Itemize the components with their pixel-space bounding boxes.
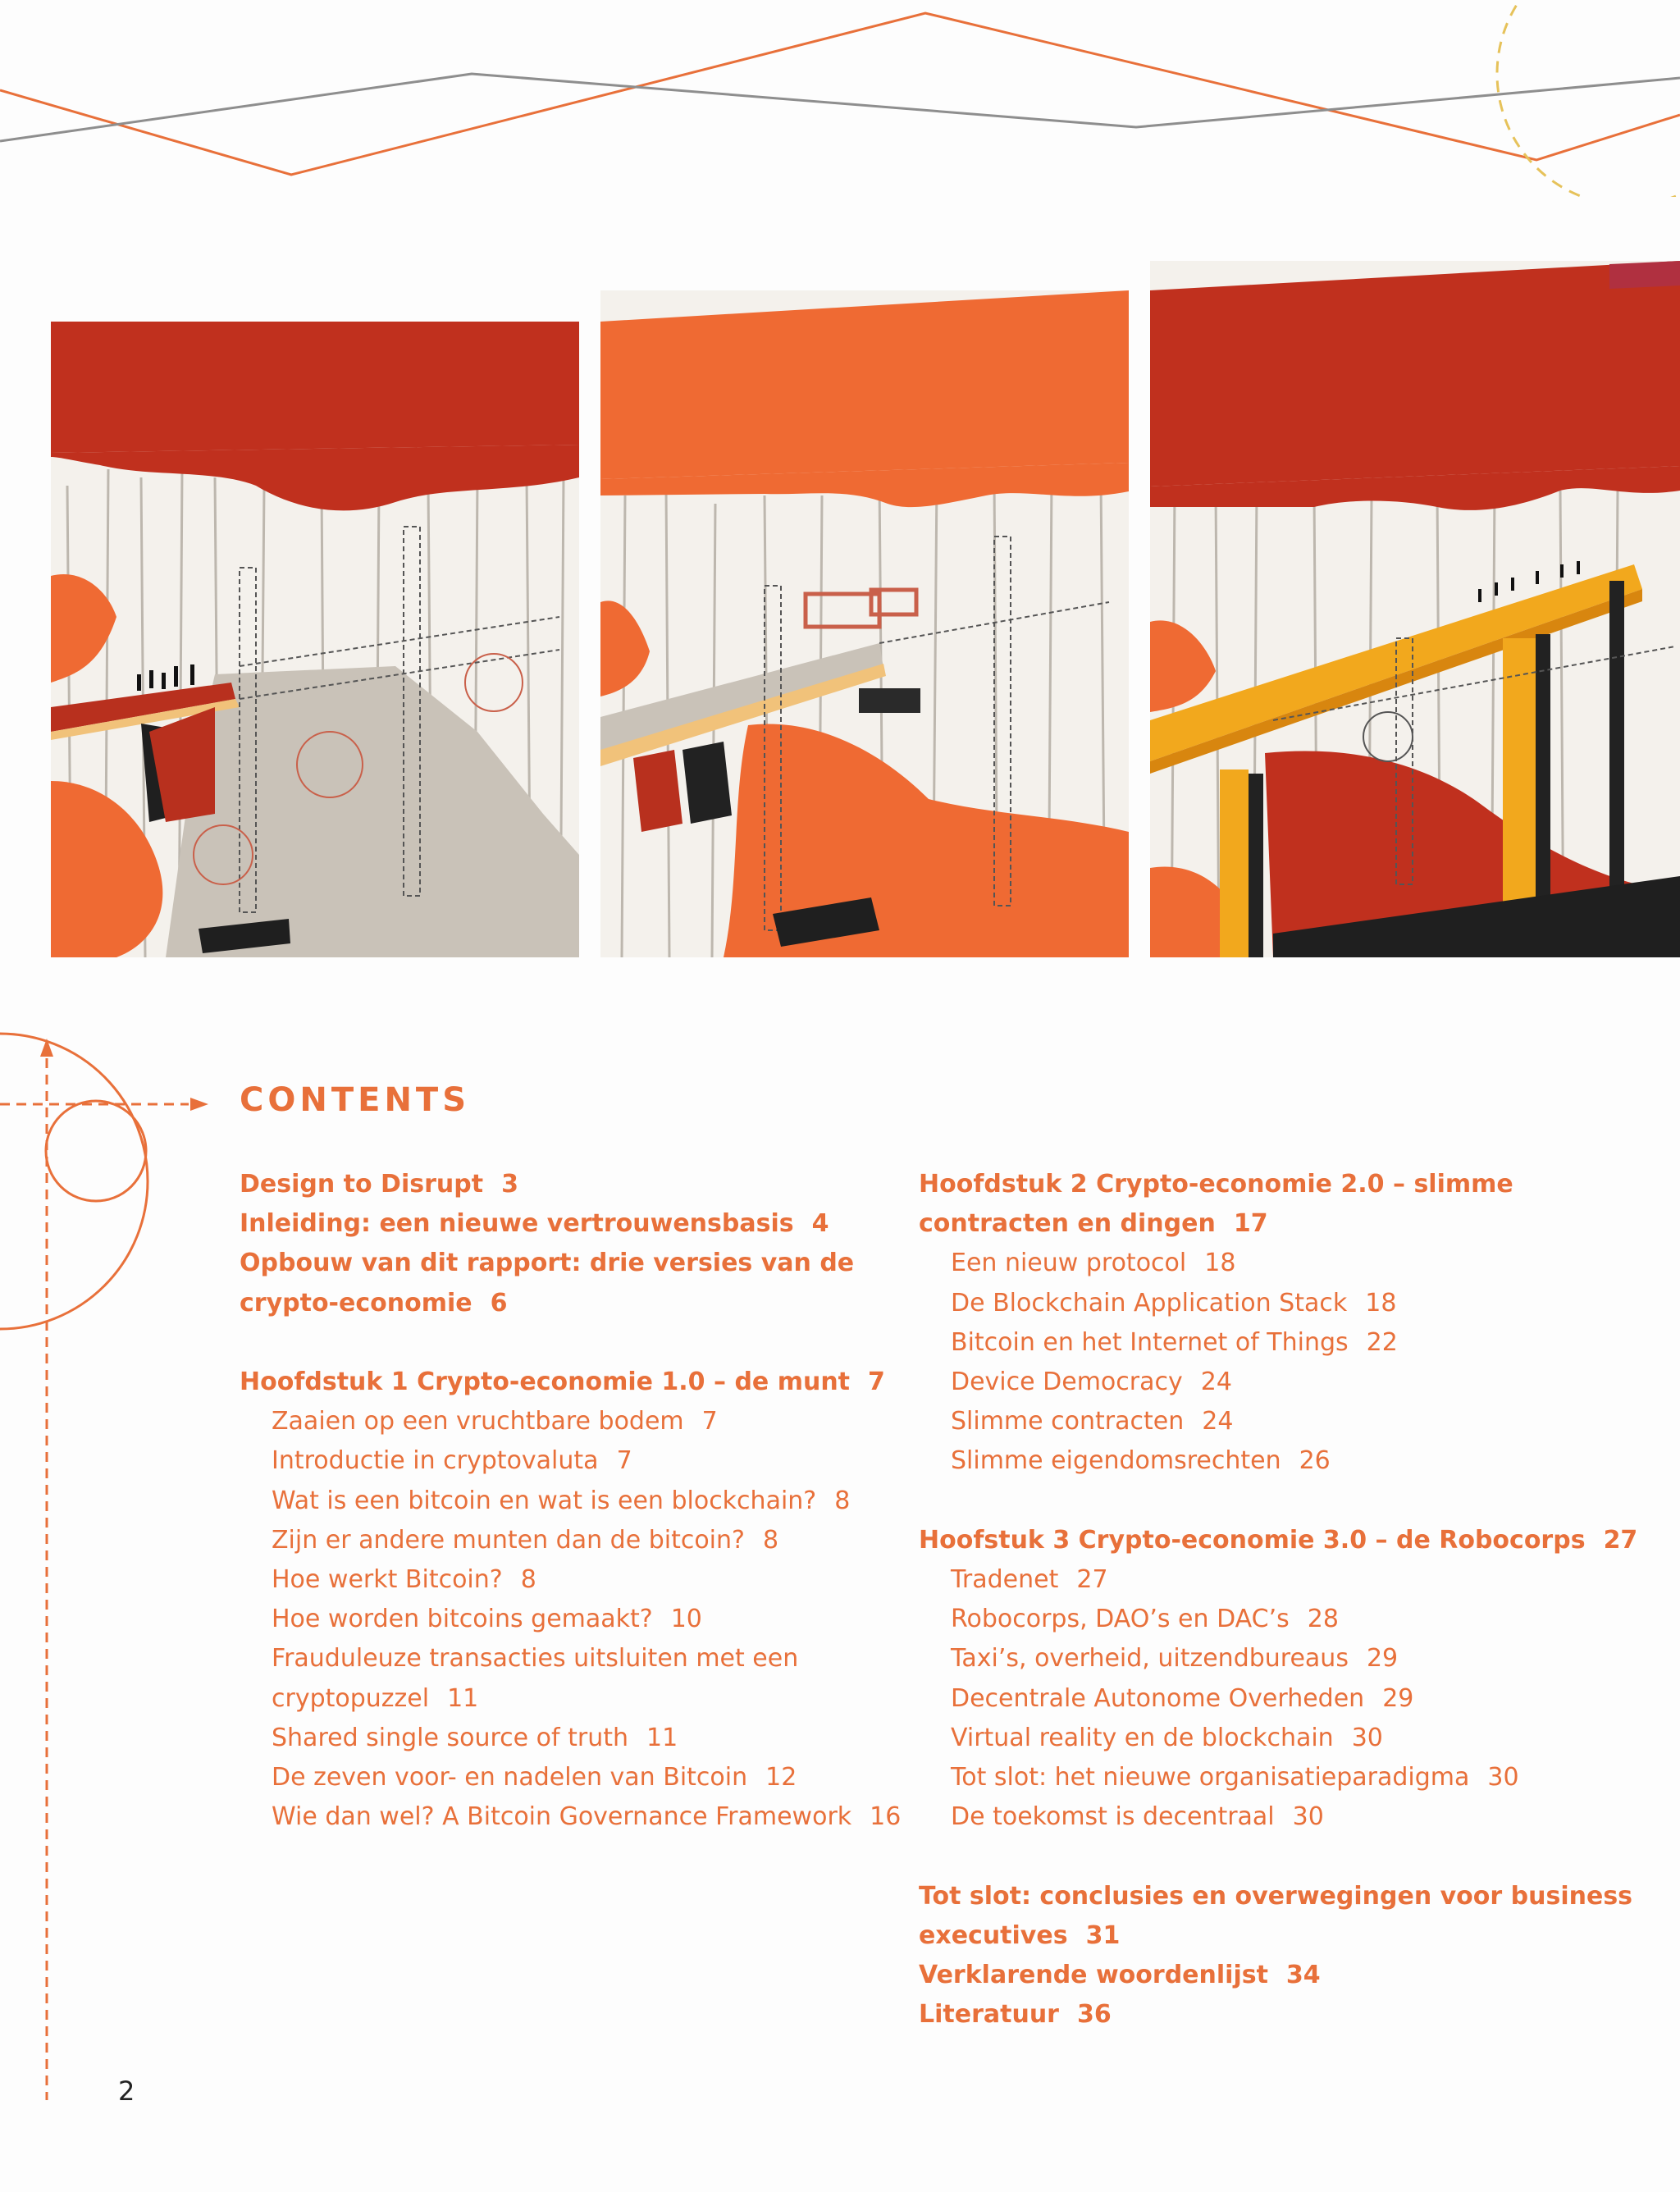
toc-entry-title: Inleiding: een nieuwe vertrouwensbasis [240, 1209, 794, 1239]
toc-entry-page: 3 [501, 1170, 518, 1199]
toc-entry-title: Wie dan wel? A Bitcoin Governance Framework [272, 1802, 852, 1832]
toc-entry-section[interactable] [919, 1363, 1641, 1402]
toc-entry-section[interactable] [240, 1482, 896, 1521]
toc-entry-section[interactable] [919, 1679, 1641, 1719]
toc-entry-title: crypto-economie [240, 1288, 472, 1317]
toc-entry-page: 31 [1085, 1920, 1121, 1950]
contents-heading: CONTENTS [240, 1081, 471, 1119]
toc-entry-title: De Blockchain Application Stack [951, 1288, 1348, 1317]
toc-entry-page: 17 [1233, 1209, 1268, 1239]
toc-entry-chapter[interactable] [240, 1244, 896, 1283]
toc-entry-page: 22 [1366, 1327, 1398, 1357]
toc-entry-title: Tot slot: het nieuwe organisatieparadigma [951, 1763, 1470, 1792]
toc-entry-title: Slimme eigendomsrechten [951, 1446, 1281, 1476]
toc-entry-chapter[interactable] [240, 1204, 896, 1244]
toc-entry-page: 28 [1307, 1605, 1339, 1634]
toc-entry-page: 27 [1603, 1525, 1638, 1555]
toc-entry-chapter[interactable] [240, 1363, 896, 1402]
toc-spacer [919, 1837, 1641, 1876]
toc-entry-title: Wat is een bitcoin en wat is een blockchain? [272, 1486, 817, 1515]
toc-entry-section[interactable] [919, 1560, 1641, 1600]
toc-entry-chapter[interactable] [240, 1165, 896, 1204]
toc-entry-title: Tradenet [951, 1565, 1059, 1595]
toc-entry-title: Taxi’s, overheid, uitzendbureaus [951, 1644, 1349, 1674]
toc-entry-page: 27 [1076, 1565, 1108, 1595]
toc-entry-section[interactable] [919, 1441, 1641, 1481]
toc-entry-title: cryptopuzzel [272, 1683, 430, 1713]
toc-entry-page: 8 [762, 1525, 779, 1555]
toc-entry-section[interactable] [240, 1719, 896, 1758]
toc-entry-page: 18 [1204, 1249, 1236, 1278]
toc-entry-section[interactable] [919, 1719, 1641, 1758]
toc-entry-title: Een nieuw protocol [951, 1249, 1187, 1278]
toc-entry-section[interactable] [240, 1600, 896, 1639]
toc-entry-page: 30 [1292, 1802, 1324, 1832]
toc-entry-page: 7 [701, 1407, 718, 1436]
toc-entry-section[interactable] [240, 1441, 896, 1481]
toc-entry-page: 30 [1351, 1723, 1383, 1752]
toc-entry-section[interactable] [240, 1679, 896, 1719]
toc-entry-page: 8 [520, 1565, 536, 1595]
toc-entry-chapter[interactable] [919, 1877, 1641, 1916]
toc-entry-section[interactable] [919, 1600, 1641, 1639]
toc-entry-page: 18 [1365, 1288, 1397, 1317]
toc-right-column [919, 1165, 1641, 2034]
toc-entry-title: Hoofdstuk 2 Crypto-economie 2.0 – slimme [919, 1170, 1513, 1199]
toc-entry-page: 24 [1202, 1407, 1234, 1436]
toc-entry-page: 26 [1299, 1446, 1331, 1476]
toc-entry-page: 24 [1200, 1368, 1232, 1397]
toc-entry-section[interactable] [919, 1284, 1641, 1323]
toc-entry-page: 12 [765, 1763, 797, 1792]
toc-entry-page: 7 [868, 1368, 885, 1396]
toc-entry-section[interactable] [919, 1758, 1641, 1797]
toc-entry-chapter[interactable] [919, 1995, 1641, 2034]
toc-entry-title: Tot slot: conclusies en overwegingen voor business [919, 1881, 1633, 1911]
toc-entry-page: 16 [870, 1802, 902, 1832]
toc-entry-title: Robocorps, DAO’s en DAC’s [951, 1605, 1290, 1634]
toc-entry-title: Hoe worden bitcoins gemaakt? [272, 1605, 653, 1634]
toc-entry-chapter[interactable] [919, 1916, 1641, 1956]
toc-entry-title: executives [919, 1920, 1068, 1950]
toc-entry-page: 11 [447, 1683, 479, 1713]
toc-left-column [240, 1165, 902, 1837]
toc-entry-page: 30 [1487, 1763, 1519, 1792]
illustration-panel-2 [600, 290, 1129, 957]
toc-entry-section[interactable] [919, 1402, 1641, 1441]
toc-spacer [240, 1323, 896, 1363]
toc-entry-chapter[interactable] [919, 1521, 1641, 1560]
toc-entry-chapter[interactable] [919, 1956, 1641, 1995]
toc-entry-section[interactable] [240, 1797, 902, 1837]
toc-entry-page: 36 [1076, 2000, 1112, 2030]
toc-entry-section[interactable] [919, 1323, 1641, 1363]
toc-entry-title: Design to Disrupt [240, 1170, 484, 1199]
toc-entry-chapter[interactable] [240, 1284, 896, 1323]
toc-entry-title: Virtual reality en de blockchain [951, 1723, 1334, 1752]
toc-entry-title: Verklarende woordenlijst [919, 1961, 1268, 1990]
toc-entry-page: 34 [1285, 1961, 1321, 1990]
illustration-panel-3 [1150, 261, 1680, 957]
toc-entry-title: De toekomst is decentraal [951, 1802, 1275, 1832]
toc-entry-title: Bitcoin en het Internet of Things [951, 1327, 1349, 1357]
toc-entry-section[interactable] [240, 1639, 896, 1678]
toc-entry-page: 6 [490, 1288, 508, 1317]
toc-entry-section[interactable] [919, 1244, 1641, 1283]
toc-entry-page: 29 [1366, 1644, 1399, 1674]
toc-entry-title: Decentrale Autonome Overheden [951, 1683, 1365, 1713]
toc-entry-chapter[interactable] [919, 1165, 1641, 1204]
left-decorative-graphic [0, 0, 262, 2192]
toc-entry-page: 11 [646, 1723, 678, 1752]
toc-entry-chapter[interactable] [919, 1204, 1641, 1244]
toc-entry-page: 7 [616, 1446, 632, 1476]
toc-entry-section[interactable] [240, 1758, 896, 1797]
toc-entry-title: Hoe werkt Bitcoin? [272, 1565, 503, 1595]
toc-entry-title: Shared single source of truth [272, 1723, 628, 1752]
toc-entry-title: Zijn er andere munten dan de bitcoin? [272, 1525, 745, 1555]
toc-entry-page: 29 [1382, 1683, 1414, 1713]
toc-entry-section[interactable] [240, 1560, 896, 1600]
toc-entry-page: 10 [670, 1605, 702, 1634]
page-number: 2 [118, 2076, 135, 2107]
toc-entry-title: Literatuur [919, 2000, 1059, 2030]
toc-entry-title: contracten en dingen [919, 1209, 1216, 1239]
toc-entry-section[interactable] [919, 1639, 1641, 1678]
toc-entry-title: Opbouw van dit rapport: drie versies van de [240, 1249, 855, 1278]
toc-entry-page: 8 [834, 1486, 851, 1515]
toc-entry-title: Hoofdstuk 1 Crypto-economie 1.0 – de munt [240, 1368, 851, 1396]
toc-entry-section[interactable] [240, 1402, 896, 1441]
toc-spacer [919, 1482, 1641, 1521]
toc-entry-title: Hoofstuk 3 Crypto-economie 3.0 – de Robocorps [919, 1525, 1586, 1555]
toc-entry-section[interactable] [240, 1521, 896, 1560]
toc-entry-title: De zeven voor- en nadelen van Bitcoin [272, 1763, 748, 1792]
toc-entry-title: Zaaien op een vruchtbare bodem [272, 1407, 684, 1436]
toc-entry-page: 4 [811, 1209, 829, 1239]
toc-entry-title: Frauduleuze transacties uitsluiten met een [272, 1644, 799, 1674]
toc-entry-title: Device Democracy [951, 1368, 1183, 1397]
toc-entry-section[interactable] [919, 1797, 1641, 1837]
toc-entry-title: Slimme contracten [951, 1407, 1185, 1436]
toc-entry-title: Introductie in cryptovaluta [272, 1446, 599, 1476]
